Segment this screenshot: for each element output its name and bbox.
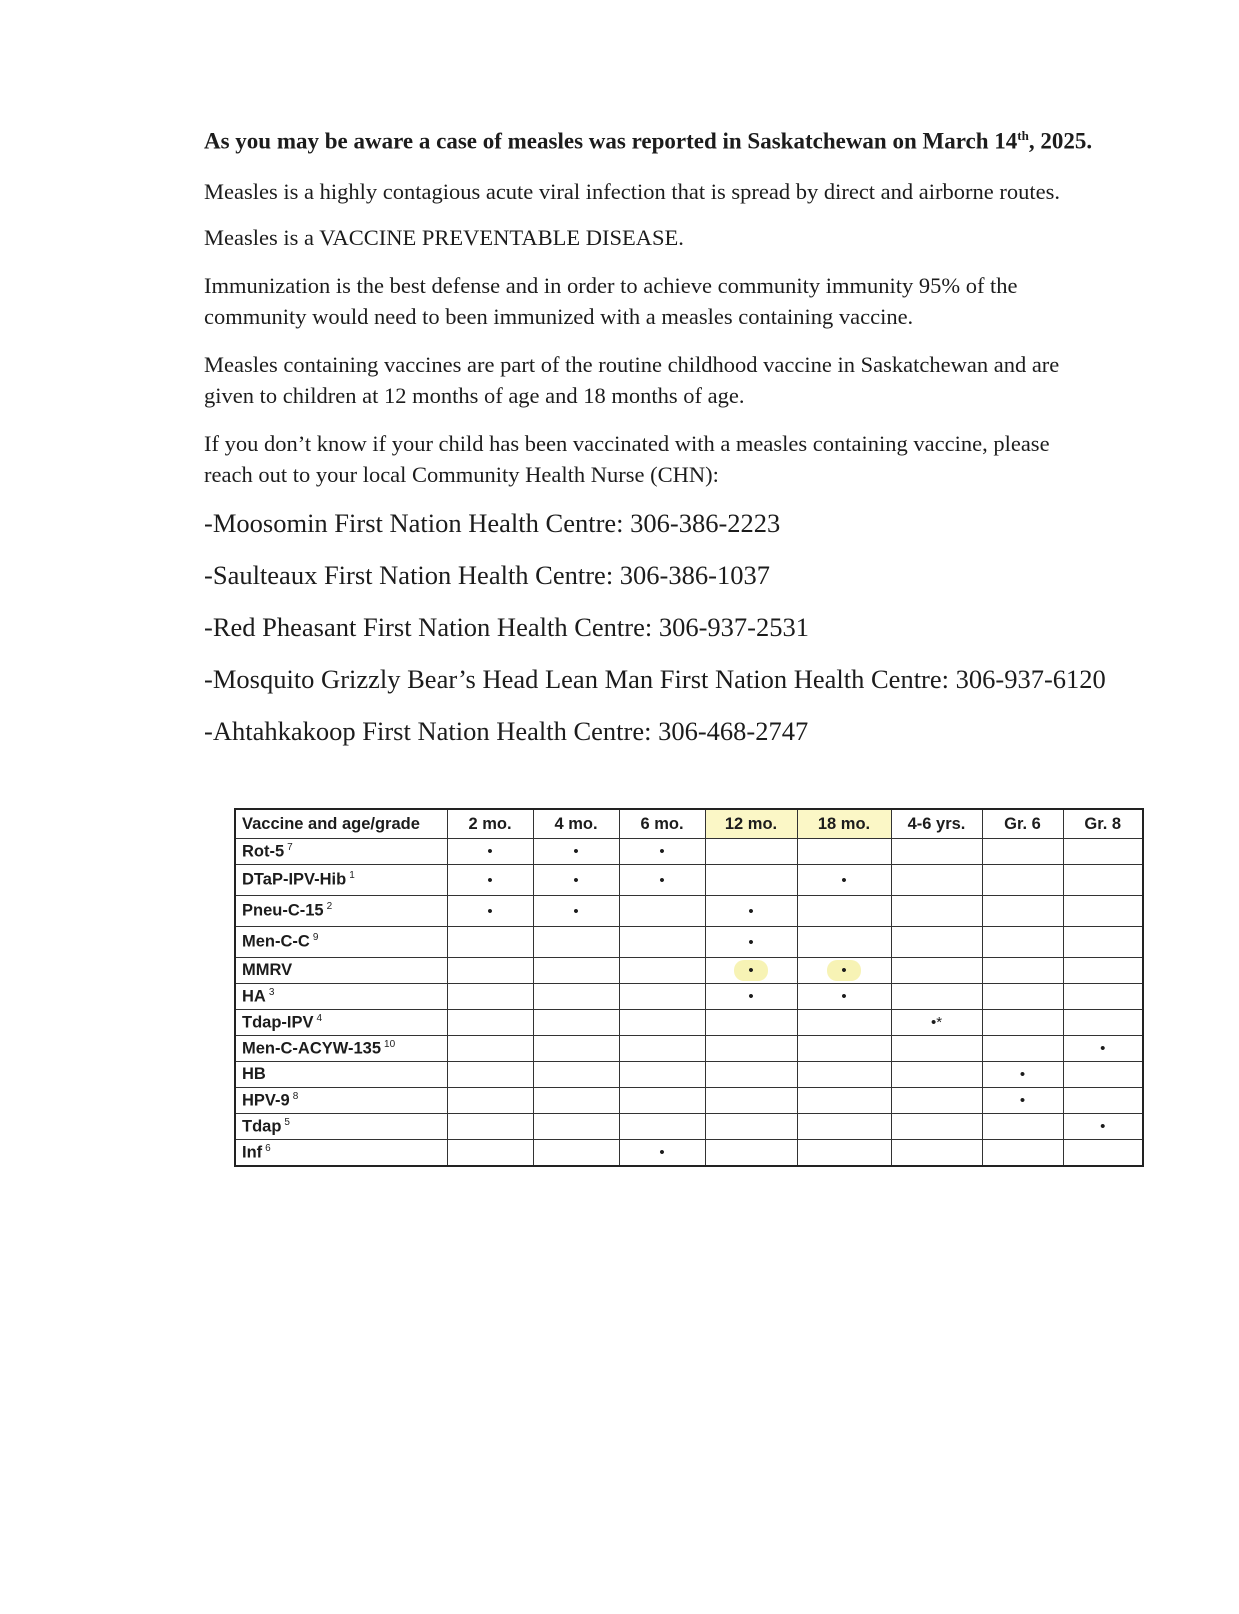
vaccine-name — [235, 839, 447, 865]
schedule-cell — [982, 1140, 1063, 1167]
schedule-cell — [447, 1114, 533, 1140]
schedule-cell — [447, 839, 533, 865]
paragraph-preventable: Measles is a VACCINE PREVENTABLE DISEASE. — [204, 225, 684, 250]
schedule-cell — [447, 1036, 533, 1062]
schedule-body — [235, 839, 1143, 1167]
schedule-cell — [533, 984, 619, 1010]
schedule-header-row — [235, 809, 1143, 839]
schedule-cell — [797, 1088, 891, 1114]
schedule-cell — [797, 1010, 891, 1036]
schedule-cell — [533, 896, 619, 927]
schedule-cell — [797, 1062, 891, 1088]
schedule-cell — [447, 896, 533, 927]
dose-dot: • — [748, 933, 754, 951]
vaccine-label: Men-C-ACYW-135 — [242, 1039, 382, 1058]
vaccine-label: Rot-5 — [242, 842, 285, 861]
schedule-cell — [447, 927, 533, 958]
column-header: 4 mo. — [533, 809, 619, 839]
schedule-cell — [982, 958, 1063, 984]
schedule-cell — [705, 1088, 797, 1114]
schedule-cell — [533, 1140, 619, 1167]
schedule-cell — [1063, 896, 1143, 927]
vaccine-name — [235, 1010, 447, 1036]
vaccine-label: MMRV — [242, 961, 293, 979]
schedule-cell — [1063, 958, 1143, 984]
dose-dot: • — [573, 843, 579, 860]
schedule-cell — [891, 958, 982, 984]
schedule-cell — [797, 1114, 891, 1140]
dose-dot: • — [841, 871, 847, 889]
table-row — [235, 958, 1143, 984]
vaccine-name — [235, 1088, 447, 1114]
schedule-cell — [705, 1140, 797, 1167]
dose-dot: • — [1019, 1092, 1026, 1109]
column-header: 6 mo. — [619, 809, 705, 839]
dose-dot: • — [659, 871, 665, 889]
schedule-cell — [797, 927, 891, 958]
schedule-cell — [619, 958, 705, 984]
schedule-cell — [705, 1062, 797, 1088]
schedule-cell — [533, 1114, 619, 1140]
schedule-cell — [705, 984, 797, 1010]
table-row — [235, 927, 1143, 958]
column-header: 2 mo. — [447, 809, 533, 839]
schedule-cell — [797, 896, 891, 927]
column-header-vaccine: Vaccine and age/grade — [235, 809, 447, 839]
dose-dot: • — [487, 843, 493, 860]
vaccine-name — [235, 984, 447, 1010]
dose-dot: • — [487, 871, 493, 889]
schedule-cell — [619, 1088, 705, 1114]
schedule-cell — [619, 1010, 705, 1036]
table-row — [235, 1140, 1143, 1167]
column-header: 4-6 yrs. — [891, 809, 982, 839]
schedule-cell — [891, 1036, 982, 1062]
schedule-cell — [1063, 865, 1143, 896]
schedule-cell — [797, 865, 891, 896]
immunization-schedule — [234, 808, 1144, 1167]
dose-dot: • — [827, 960, 860, 981]
schedule-cell — [982, 1062, 1063, 1088]
footnote-ref: 6 — [265, 1142, 271, 1154]
schedule-cell — [1063, 984, 1143, 1010]
vaccine-name — [235, 1036, 447, 1062]
dose-dot: • — [748, 988, 754, 1005]
headline: As you may be aware a case of measles was reported in Saskatchewan on March 14th, 2025. — [204, 128, 1093, 154]
schedule-cell — [982, 1088, 1063, 1114]
dose-dot: • — [487, 902, 493, 920]
schedule-cell — [982, 927, 1063, 958]
footnote-ref: 9 — [312, 932, 319, 944]
table-row — [235, 1062, 1143, 1088]
schedule-cell — [1063, 927, 1143, 958]
paragraph-immunization: Immunization is the best defense and in order to achieve community immunity 95% of the community would need to been immunized with a measles containing vaccine. — [204, 273, 1018, 329]
table-row — [235, 1036, 1143, 1062]
dose-dot: • — [1100, 1040, 1106, 1057]
schedule-cell — [619, 927, 705, 958]
schedule-cell — [533, 865, 619, 896]
schedule-cell — [533, 1062, 619, 1088]
dose-dot: • — [659, 1144, 665, 1161]
schedule-cell — [891, 896, 982, 927]
dose-dot: •* — [930, 1014, 943, 1031]
dose-dot: • — [659, 843, 665, 860]
schedule-cell — [982, 839, 1063, 865]
vaccine-label: Tdap — [242, 1117, 282, 1136]
paragraph-contagious: Measles is a highly contagious acute viral infection that is spread by direct and airborne routes. — [204, 179, 1060, 204]
vaccine-name — [235, 927, 447, 958]
column-header: Gr. 6 — [982, 809, 1063, 839]
schedule-cell — [891, 1088, 982, 1114]
schedule-cell — [797, 839, 891, 865]
schedule-cell — [533, 1036, 619, 1062]
table-row — [235, 1010, 1143, 1036]
dose-dot: • — [573, 902, 579, 920]
table-row — [235, 896, 1143, 927]
schedule-cell — [705, 865, 797, 896]
schedule-cell — [891, 1114, 982, 1140]
column-header: 18 mo. — [797, 809, 891, 839]
schedule-cell — [447, 865, 533, 896]
schedule-cell — [1063, 1036, 1143, 1062]
vaccine-name — [235, 865, 447, 896]
dose-dot: • — [1019, 1066, 1026, 1083]
contact-moosomin: -Moosomin First Nation Health Centre: 306-386-2223 — [204, 508, 781, 538]
schedule-cell — [705, 1114, 797, 1140]
paragraph-contact-chn: If you don’t know if your child has been vaccinated with a measles containing vaccine, please reach out to your local Community Health Nurse (CHN): — [204, 431, 1050, 487]
schedule-cell — [891, 1140, 982, 1167]
schedule-cell — [1063, 1010, 1143, 1036]
dose-dot: • — [841, 988, 847, 1005]
vaccine-label: Men-C-C — [242, 932, 310, 951]
schedule-cell — [982, 896, 1063, 927]
column-header: Gr. 8 — [1063, 809, 1143, 839]
vaccine-name — [235, 958, 447, 984]
schedule-cell — [982, 984, 1063, 1010]
schedule-cell — [1063, 1062, 1143, 1088]
schedule-cell — [533, 1088, 619, 1114]
schedule-cell — [533, 927, 619, 958]
schedule-cell — [982, 1114, 1063, 1140]
vaccine-name — [235, 1114, 447, 1140]
schedule-cell — [797, 984, 891, 1010]
schedule-cell — [797, 1036, 891, 1062]
schedule-cell — [1063, 1088, 1143, 1114]
vaccine-label: HB — [242, 1065, 266, 1083]
schedule-cell — [982, 1036, 1063, 1062]
schedule-cell — [619, 896, 705, 927]
footnote-ref: 1 — [349, 870, 355, 882]
dose-dot: • — [573, 871, 579, 889]
schedule-cell — [705, 839, 797, 865]
footnote-ref: 2 — [326, 901, 333, 913]
column-header: 12 mo. — [705, 809, 797, 839]
schedule-cell — [891, 865, 982, 896]
table-row — [235, 1114, 1143, 1140]
schedule-cell — [1063, 1114, 1143, 1140]
vaccine-label: Inf — [242, 1143, 263, 1162]
footnote-ref: 7 — [287, 841, 293, 853]
vaccine-name — [235, 1140, 447, 1167]
footnote-ref: 10 — [384, 1038, 396, 1050]
contact-saulteaux: -Saulteaux First Nation Health Centre: 306-386-1037 — [204, 560, 770, 590]
schedule-cell — [705, 927, 797, 958]
table-row — [235, 984, 1143, 1010]
schedule-cell — [705, 1010, 797, 1036]
schedule-cell — [533, 958, 619, 984]
dose-dot: • — [734, 960, 767, 981]
schedule-cell — [447, 958, 533, 984]
schedule-cell — [447, 1062, 533, 1088]
vaccine-name — [235, 1062, 447, 1088]
schedule-cell — [447, 1140, 533, 1167]
schedule-cell — [705, 1036, 797, 1062]
schedule-cell — [619, 839, 705, 865]
schedule-cell — [619, 984, 705, 1010]
dose-dot: • — [1100, 1118, 1106, 1135]
schedule-cell — [797, 1140, 891, 1167]
contact-red-pheasant: -Red Pheasant First Nation Health Centre: 306-937-2531 — [204, 612, 809, 642]
contact-mosquito-grizzly: -Mosquito Grizzly Bear’s Head Lean Man First Nation Health Centre: 306-937-6120 — [204, 664, 1106, 694]
vaccine-name — [235, 896, 447, 927]
schedule-cell — [447, 984, 533, 1010]
footnote-ref: 3 — [268, 986, 275, 998]
footnote-ref: 5 — [284, 1116, 290, 1128]
schedule-cell — [705, 896, 797, 927]
schedule-cell — [533, 1010, 619, 1036]
contact-ahtahkakoop: -Ahtahkakoop First Nation Health Centre: 306-468-2747 — [204, 716, 809, 746]
table-row — [235, 865, 1143, 896]
schedule-cell — [619, 1062, 705, 1088]
footnote-ref: 8 — [292, 1090, 299, 1102]
schedule-cell — [982, 865, 1063, 896]
vaccine-label: Pneu-C-15 — [242, 901, 324, 920]
table-row — [235, 839, 1143, 865]
schedule-cell — [619, 865, 705, 896]
schedule-cell — [891, 1010, 982, 1036]
table-row — [235, 1088, 1143, 1114]
schedule-cell — [533, 839, 619, 865]
schedule-cell — [1063, 839, 1143, 865]
vaccine-label: Tdap-IPV — [242, 1013, 314, 1032]
paragraph-routine-vaccine: Measles containing vaccines are part of the routine childhood vaccine in Saskatchewan and are given to children at 12 months of age and 18 months of age. — [204, 352, 1060, 408]
schedule-cell — [1063, 1140, 1143, 1167]
vaccine-label: HA — [242, 987, 266, 1006]
schedule-cell — [619, 1140, 705, 1167]
schedule-cell — [982, 1010, 1063, 1036]
schedule-cell — [891, 1062, 982, 1088]
vaccine-label: DTaP-IPV-Hib — [242, 870, 347, 889]
schedule-cell — [797, 958, 891, 984]
dose-dot: • — [748, 902, 754, 920]
schedule-table — [234, 808, 1144, 1167]
schedule-cell — [891, 839, 982, 865]
schedule-cell — [891, 927, 982, 958]
schedule-cell — [619, 1036, 705, 1062]
schedule-cell — [447, 1088, 533, 1114]
vaccine-label: HPV-9 — [242, 1091, 290, 1110]
schedule-cell — [447, 1010, 533, 1036]
footnote-ref: 4 — [316, 1012, 323, 1024]
schedule-cell — [619, 1114, 705, 1140]
schedule-cell — [891, 984, 982, 1010]
schedule-cell — [705, 958, 797, 984]
